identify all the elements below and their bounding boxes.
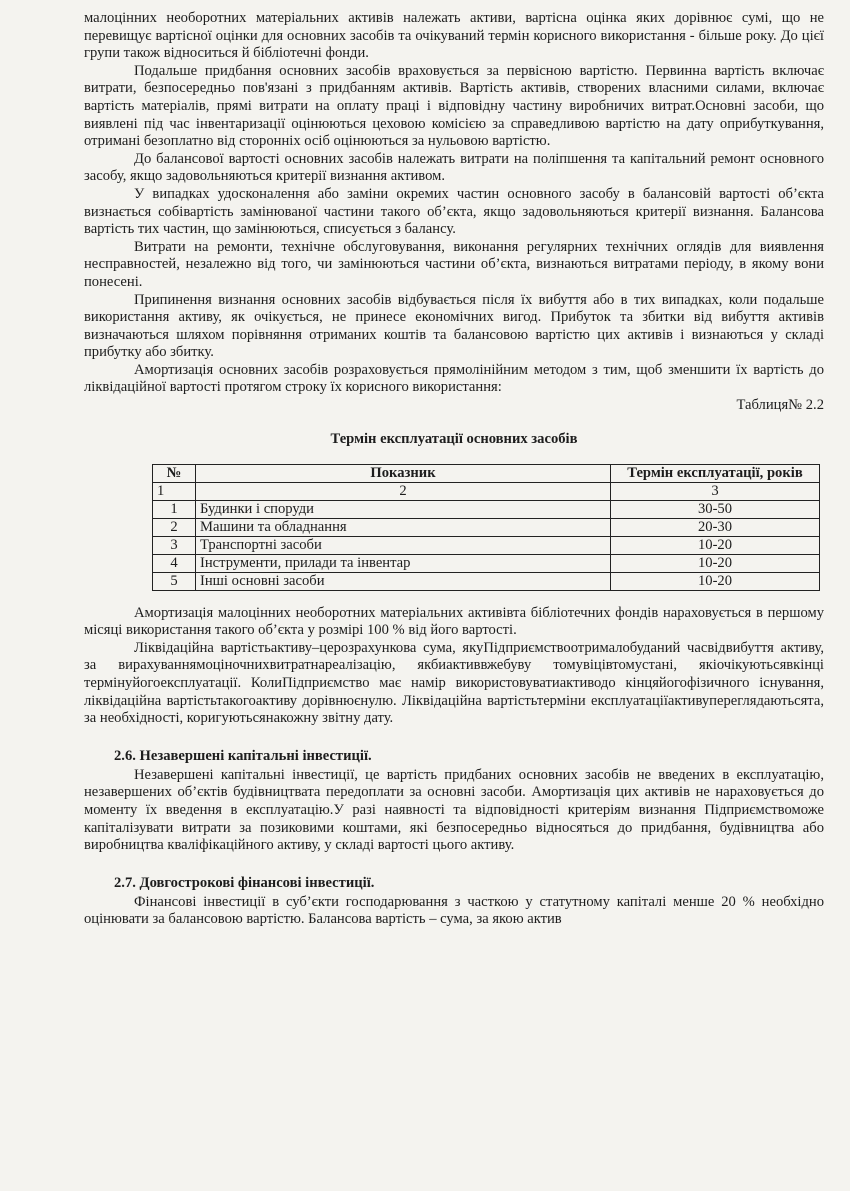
- table-cell: 2: [153, 518, 196, 536]
- paragraph: Незавершені капітальні інвестиції, це вартість придбаних основних засобів не введених в експлуатацію, незавершених об’єктів будівництвата передоплати за основні засоби. Амортизація цих активів не нараховується до моменту їх введення в експлуатацію.У разі наявності та відповідності критеріям визнання Підприємствоможе капіталізувати витрати за позиковими коштами, які безпосередньо відносяться до придбання, будівництва або виробництва кваліфікаційного активу, у складі вартості цього активу.: [84, 766, 824, 854]
- header-number: №: [153, 464, 196, 482]
- table-cell: Інструменти, прилади та інвентар: [196, 554, 611, 572]
- table-title: Термін експлуатації основних засобів: [330, 430, 578, 447]
- service-life-table: [152, 464, 820, 591]
- table-cell: 30-50: [611, 500, 820, 518]
- table-cell: Транспортні засоби: [196, 536, 611, 554]
- table-row: [153, 554, 820, 572]
- table-cell: 10-20: [611, 536, 820, 554]
- table-cell: 10-20: [611, 554, 820, 572]
- table-cell: Будинки і споруди: [196, 500, 611, 518]
- paragraph: У випадках удосконалення або заміни окремих частин основного засобу в балансовій вартості об’єкта визнається собівартість замінюваної частини такого об’єкта, якщо задовольняються критерії визнання. Балансова вартість тих частин, що замінюються, списується з балансу.: [84, 185, 824, 238]
- paragraph: Припинення визнання основних засобів відбувається після їх вибуття або в тих випадках, коли подальше використання активу, як очікується, не принесе економічних вигод. Прибуток та збитки від вибуття активів визначаються шляхом порівняння отриманих коштів та балансовою вартістю цих активів і визнаються у складі прибутку або збитку.: [84, 291, 824, 361]
- table-row: [153, 536, 820, 554]
- table-cell: Інші основні засоби: [196, 572, 611, 590]
- paragraph: Витрати на ремонти, технічне обслуговування, виконання регулярних технічних оглядів для виявлення несправностей, незалежно від того, чи замінюються частини об’єкта, визнаються витратами періоду, в якому вони понесені.: [84, 238, 824, 290]
- table-cell: 3: [153, 536, 196, 554]
- paragraph: Подальше придбання основних засобів враховується за первісною вартістю. Первинна вартість включає витрати, безпосередньо пов'язані з придбанням активів. Вартість активів, створених власними силами, включає вартість матеріалів, прямі витрати на оплату праці і відповідну частину виробничих витрат.Основні засоби, що виявлені під час інвентаризації оцінюються цеховою комісією за справедливою вартістю на дату оприбуткування, отримані безоплатно від сторонніх осіб оцінюються за нульовою вартістю.: [84, 62, 824, 150]
- header-indicator: Показник: [196, 464, 611, 482]
- table-row: [153, 572, 820, 590]
- table-row: [153, 500, 820, 518]
- paragraph: Ліквідаційна вартістьактиву–церозрахункова сума, якуПідприємствоотрималобуданий часвідвибуття активу, за вирахуваннямоціночнихвитратнареалізацію, якбиактиввжебуву томувіцівтомустані, якіочікуютьсявкінці термінуйогоексплуатації. КолиПідприємство має намір використовуватиактиводо кінцяйогофізичного існування, ліквідаційна вартістьтакогоактиву дорівнюєнулю. Ліквідаційна вартістьтерміни експлуатаціїактивупереглядаютьсята, за необхідності, коригуютьсянакожну звітну дату.: [84, 639, 824, 727]
- table-cell: 20-30: [611, 518, 820, 536]
- section-heading: 2.6. Незавершені капітальні інвестиції.: [114, 747, 372, 764]
- table-cell: Машини та обладнання: [196, 518, 611, 536]
- paragraph: До балансової вартості основних засобів належать витрати на поліпшення та капітальний ремонт основного засобу, якщо задовольняються критерії визнання активом.: [84, 150, 824, 185]
- paragraph: Амортизація основних засобів розраховується прямолінійним методом з тим, щоб зменшити їх вартість до ліквідаційної вартості протягом строку їх корисного використання:: [84, 361, 824, 396]
- table-cell: 1: [153, 482, 196, 500]
- header-term: Термін експлуатації, років: [611, 464, 820, 482]
- table-cell: 3: [611, 482, 820, 500]
- table-cell: 10-20: [611, 572, 820, 590]
- paragraph: малоцінних необоротних матеріальних активів належать активи, вартісна оцінка яких дорівнює сумі, що не перевищує вартісної оцінки для основних засобів та очікуваний термін корисного використання - більше року. До цієї групи також відноситься й бібліотечні фонди.: [84, 10, 824, 62]
- table-number: Таблиця№ 2.2: [736, 397, 824, 414]
- table-row: [153, 518, 820, 536]
- paragraph: Амортизація малоцінних необоротних матеріальних активівта бібліотечних фондів нараховується в першому місяці використання такого об’єкта у розмірі 100 % від його вартості.: [84, 604, 824, 639]
- table-cell: 1: [153, 500, 196, 518]
- table-cell: 5: [153, 572, 196, 590]
- table-cell: 4: [153, 554, 196, 572]
- table-index-row: [153, 482, 820, 500]
- paragraph: Фінансові інвестиції в суб’єкти господарювання з часткою у статутному капіталі менше 20 % необхідно оцінювати за балансовою вартістю. Балансова вартість – сума, за якою актив: [84, 893, 824, 928]
- table-header-row: [153, 464, 820, 482]
- section-heading: 2.7. Довгострокові фінансові інвестиції.: [114, 874, 375, 891]
- table-cell: 2: [196, 482, 611, 500]
